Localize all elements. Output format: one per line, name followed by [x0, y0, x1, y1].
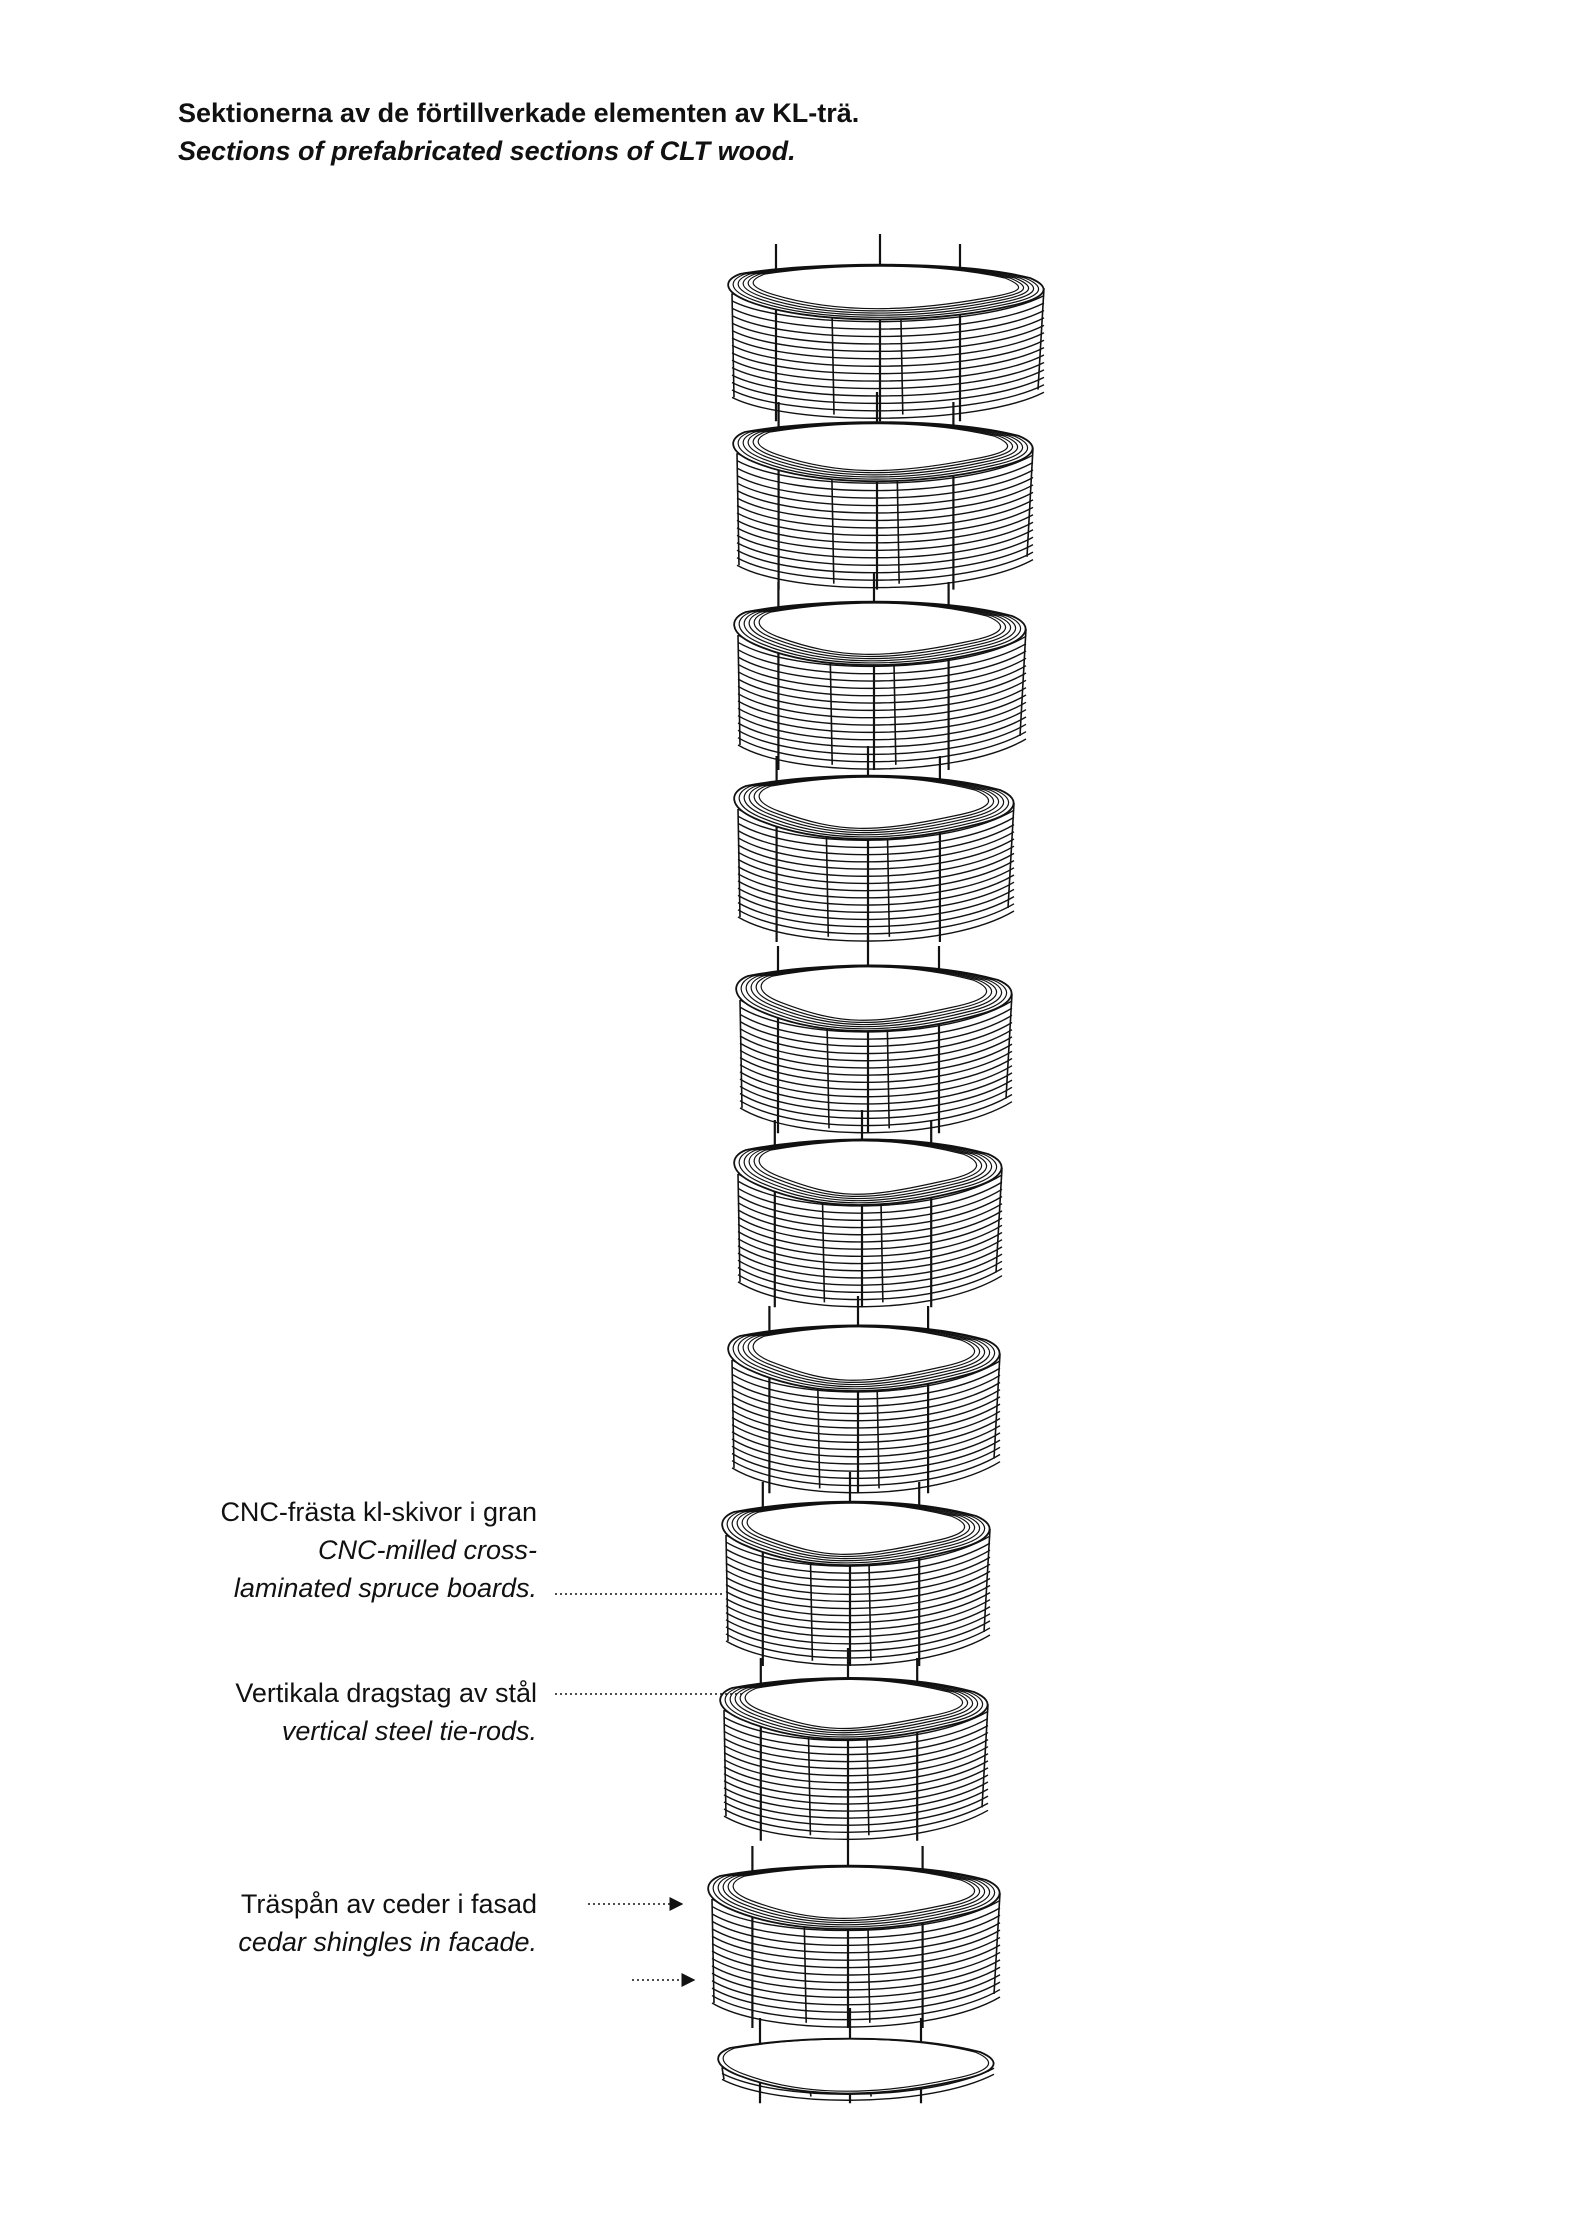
wall-band-7-13	[732, 1440, 1000, 1471]
wall-band-6-8	[738, 1218, 1002, 1249]
wall-band-8-8	[726, 1578, 990, 1608]
side-wall-left-11	[722, 2067, 724, 2079]
wall-band-8-11	[726, 1600, 990, 1630]
wall-band-7-8	[732, 1404, 1000, 1435]
wall-band-8-10	[726, 1593, 990, 1623]
side-wall-right-1	[1038, 288, 1044, 389]
wall-band-7-15	[732, 1455, 1000, 1486]
label-tie-rods-english: vertical steel tie-rods.	[281, 1716, 537, 1746]
side-wall-left-9	[724, 1710, 726, 1816]
label-cnc-swedish: CNC-frästa kl-skivor i gran	[220, 1497, 537, 1527]
panel-seam-8-1	[810, 1555, 812, 1661]
wall-band-7-6	[732, 1390, 1000, 1421]
wall-band-7-7	[732, 1397, 1000, 1428]
panel-seam-7-2	[877, 1380, 879, 1488]
side-wall-left-3	[738, 635, 740, 745]
panel-seam-10-1	[804, 1919, 806, 2023]
wall-band-5-9	[740, 1051, 1012, 1082]
wall-band-5-12	[740, 1073, 1012, 1104]
panel-seam-6-2	[881, 1194, 883, 1302]
wall-band-5-14	[740, 1087, 1012, 1118]
wall-band-5-6	[740, 1030, 1012, 1061]
wall-band-5-11	[740, 1066, 1012, 1097]
panel-seam-7-1	[818, 1380, 820, 1488]
wall-band-8-16	[726, 1635, 990, 1665]
title-english: Sections of prefabricated sections of CLT wood.	[178, 136, 796, 166]
title-swedish: Sektionerna av de förtillverkade elementen av KL-trä.	[178, 98, 860, 128]
wall-band-6-11	[738, 1240, 1002, 1271]
panel-seam-8-2	[869, 1555, 871, 1661]
side-wall-left-2	[737, 453, 739, 565]
wall-band-7-12	[732, 1433, 1000, 1464]
wall-band-5-13	[740, 1080, 1012, 1111]
label-cnc-english-2: laminated spruce boards.	[233, 1573, 537, 1603]
wall-band-6-10	[738, 1233, 1002, 1264]
wall-band-7-16	[732, 1462, 1000, 1493]
panel-seam-9-2	[867, 1729, 869, 1835]
panel-seam-3-1	[830, 655, 832, 765]
wall-band-8-14	[726, 1621, 990, 1651]
panel-seam-5-1	[827, 1020, 829, 1128]
label-cedar-swedish: Träspån av ceder i fasad	[240, 1889, 537, 1919]
wall-band-6-15	[738, 1269, 1002, 1300]
wall-band-7-11	[732, 1426, 1000, 1457]
wall-band-8-6	[726, 1564, 990, 1594]
panel-seam-2-1	[832, 472, 834, 584]
wall-band-5-10	[740, 1059, 1012, 1090]
panel-seam-3-2	[894, 655, 896, 765]
panel-seam-1-1	[832, 311, 834, 415]
wall-band-6-14	[738, 1261, 1002, 1292]
panel-seam-9-1	[808, 1729, 810, 1835]
wall-band-5-16	[740, 1102, 1012, 1133]
side-wall-right-10	[994, 1893, 1000, 1994]
wall-band-8-12	[726, 1607, 990, 1637]
wall-band-6-16	[738, 1276, 1002, 1307]
wall-band-5-7	[740, 1037, 1012, 1068]
wall-band-7-10	[732, 1419, 1000, 1450]
wall-band-2-16	[737, 560, 1033, 588]
wall-band-8-7	[726, 1571, 990, 1601]
label-cnc-english-1: CNC-milled cross-	[317, 1535, 537, 1565]
wall-band-6-13	[738, 1254, 1002, 1285]
wall-band-7-9	[732, 1411, 1000, 1442]
wall-band-5-8	[740, 1044, 1012, 1075]
wall-band-8-13	[726, 1614, 990, 1644]
panel-seam-2-2	[897, 472, 899, 584]
panel-seam-4-1	[826, 829, 828, 937]
panel-seam-5-2	[887, 1020, 889, 1128]
wall-band-8-15	[726, 1628, 990, 1658]
wall-band-7-14	[732, 1447, 1000, 1478]
side-wall-left-4	[738, 809, 740, 917]
label-cedar-english: cedar shingles in facade.	[238, 1927, 537, 1957]
panel-seam-10-2	[868, 1919, 870, 2023]
panel-seam-4-2	[887, 829, 889, 937]
wall-band-8-9	[726, 1586, 990, 1616]
wall-band-6-12	[738, 1247, 1002, 1278]
panel-seam-6-1	[822, 1194, 824, 1302]
wall-band-6-7	[738, 1211, 1002, 1242]
wall-band-6-9	[738, 1225, 1002, 1256]
label-tie-rods-swedish: Vertikala dragstag av stål	[235, 1678, 537, 1708]
wall-band-5-15	[740, 1095, 1012, 1126]
wall-band-6-6	[738, 1204, 1002, 1235]
panel-seam-1-2	[901, 311, 903, 415]
